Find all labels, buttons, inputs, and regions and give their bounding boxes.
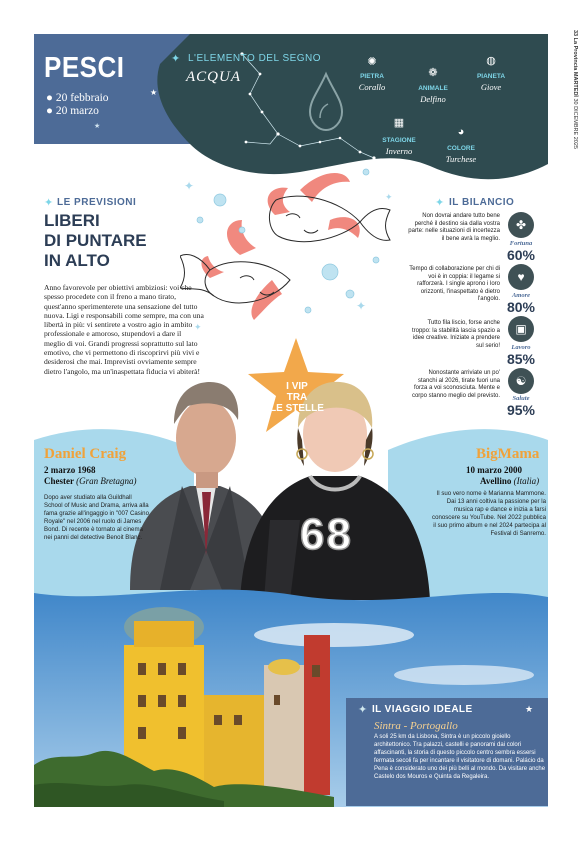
element-label: L'ELEMENTO DEL SEGNO — [188, 53, 322, 64]
attr-value-animal: Delfino — [420, 94, 446, 104]
star-icon: ✦ — [44, 197, 54, 209]
star-icon: ★ — [525, 704, 534, 714]
newspaper-sidebar — [566, 30, 578, 210]
bilancio-name-luck: Fortuna — [509, 240, 533, 247]
previsioni-label: LE PREVISIONI — [57, 197, 137, 208]
bilancio-pct-love: 80% — [506, 299, 536, 315]
attr-label-planet: PIANETA — [476, 73, 506, 80]
previsioni-body: Anno favorevole per obiettivi ambiziosi: voi che spesso procedete con il freno a mano tirato, quest'anno sperimenterete una sensazione del tutto nuova. Ligi e responsabili come sempre, ma con una libertà in più: vi sentirete a vostro agio in ambito professionale e amoroso, stupendovi a dare il meglio di voi. Grandi progressi soprattutto sul lato emotivo, che vi permettono di riscoprirvi più vivi e desiderosi che mai. Imprevisti ovviamente sempre dietro l'angolo, ma un'inaspettata fiducia vi abiterà! — [44, 283, 204, 376]
bilancio-label: IL BILANCIO — [449, 197, 515, 208]
previsioni-title: LIBERI DI PUNTARE IN ALTO — [44, 211, 147, 270]
celeb-left-bio: Dopo aver studiato alla Guildhall School of Music and Drama, arriva alla fama grazie all'ingaggio in "007 Casino Royale" nel 2006 nel ruolo di James Bond. Di recente è tornato al cinema nei panni del detective Benoit Blanc. — [44, 494, 149, 541]
paw-icon: ❁ — [428, 67, 438, 79]
meditation-icon: ☯ — [508, 368, 534, 394]
celeb-right-place: Avellino (Italia) — [480, 476, 540, 486]
star-icon: ✦ — [358, 704, 368, 716]
bilancio-name-health: Salute — [512, 395, 530, 402]
svg-text:✦: ✦ — [194, 322, 202, 332]
attr-value-stone: Corallo — [358, 82, 386, 92]
star-icon: ★ — [94, 123, 101, 130]
celeb-left-place: Chester (Gran Bretagna) — [44, 476, 137, 486]
issue-day: MARTEDÌ — [572, 71, 578, 97]
date-to: 20 marzo — [55, 105, 99, 117]
celeb-left-name: Daniel Craig — [44, 446, 127, 462]
sign-dates: ● 20 febbraio ● 20 marzo — [46, 92, 109, 117]
celeb-right-date: 10 marzo 2000 — [466, 465, 522, 475]
bilancio-text-health: Nonostante arriviate un po' stanchi al 2026, tirate fuori una forza a voi sconosciuta. Mente e corpo stanno meglio del previsto. — [411, 370, 500, 399]
heart-icon: ♥ — [508, 264, 534, 290]
attr-label-season: STAGIONE — [382, 137, 416, 144]
star-icon: ★ — [150, 88, 158, 97]
bilancio-pct-health: 95% — [506, 402, 536, 418]
bilancio-text-luck: Non dovrai andare tutto bene perché il destino sia dalla vostra parte: nelle situazioni di incertezza il bene avrà la meglio. — [408, 213, 500, 242]
star-icon: ✦ — [435, 197, 445, 209]
svg-text:✦: ✦ — [385, 192, 393, 202]
briefcase-icon: ▣ — [508, 316, 534, 342]
shirt-number: 68 — [300, 510, 353, 559]
page-number: 33 — [572, 30, 578, 37]
sign-title: PESCI — [44, 50, 125, 84]
vip-label: I VIP TRA LE STELLE — [270, 381, 324, 414]
bilancio-name-love: Amore — [511, 292, 531, 299]
attr-value-color: Turchese — [445, 154, 477, 164]
bilancio-pct-work: 85% — [506, 351, 536, 367]
bilancio-name-work: Lavoro — [511, 344, 531, 351]
calendar-icon: ▦ — [393, 117, 405, 129]
viaggio-text: A soli 25 km da Lisbona, Sintra è un piccolo gioiello architettonico. Tra palazzi, castelli e panorami dai colori affascinanti, la storia di questo piccolo centro sembra essersi fermata secoli fa per incantare il visitatore di domani. Palácio da Pena è considerato uno dei più belli al mondo. Da visitare anche Castelo dos Mouros e Quinta da Regaleira. — [374, 734, 546, 780]
pisces-fish-illustration — [180, 160, 400, 360]
planet-icon: ◍ — [486, 55, 496, 67]
date-from: 20 febbraio — [55, 92, 109, 104]
celeb-right-name: BigMama — [476, 446, 540, 462]
palette-icon: ◕ — [457, 126, 465, 138]
issue-date: 30 DICEMBRE 2025 — [572, 98, 578, 149]
gem-icon: ✺ — [367, 56, 377, 68]
star-icon: ✦ — [171, 53, 181, 65]
celeb-left-date: 2 marzo 1968 — [44, 465, 96, 475]
viaggio-label: IL VIAGGIO IDEALE — [372, 704, 473, 715]
element-value: ACQUA — [186, 69, 241, 85]
celeb-right-bio: Il suo vero nome è Marianna Mammone. Dai 13 anni coltiva la passione per la musica rap e dance e inizia a farsi conoscere su YouTube. Nel 2022 pubblica il suo primo album e nel 2024 partecipa al Festival di Sanremo. — [432, 490, 546, 537]
bilancio-text-love: Tempo di collaborazione per chi di voi è in coppia: il legame si rafforzerà. I single aprono i loro orizzonti, l'inaspettato è dietro l'angolo. — [409, 266, 500, 303]
bilancio-text-work: Tutto fila liscio, forse anche troppo: la stabilità lascia spazio a idee creative. Iniziate a prendere sul serio! — [411, 320, 500, 349]
svg-text:✦: ✦ — [184, 179, 195, 193]
attr-label-stone: PIETRA — [360, 73, 384, 80]
viaggio-place: Sintra - Portogallo — [374, 720, 458, 732]
attr-value-season: Inverno — [385, 146, 413, 156]
attr-label-color: COLORE — [447, 145, 475, 152]
bilancio-pct-luck: 60% — [506, 247, 536, 263]
newspaper-name: La Provincia — [572, 37, 578, 71]
attr-label-animal: ANIMALE — [418, 85, 448, 92]
clover-icon: ✤ — [508, 212, 534, 238]
attr-value-planet: Giove — [480, 82, 502, 92]
svg-text:✦: ✦ — [356, 299, 367, 313]
